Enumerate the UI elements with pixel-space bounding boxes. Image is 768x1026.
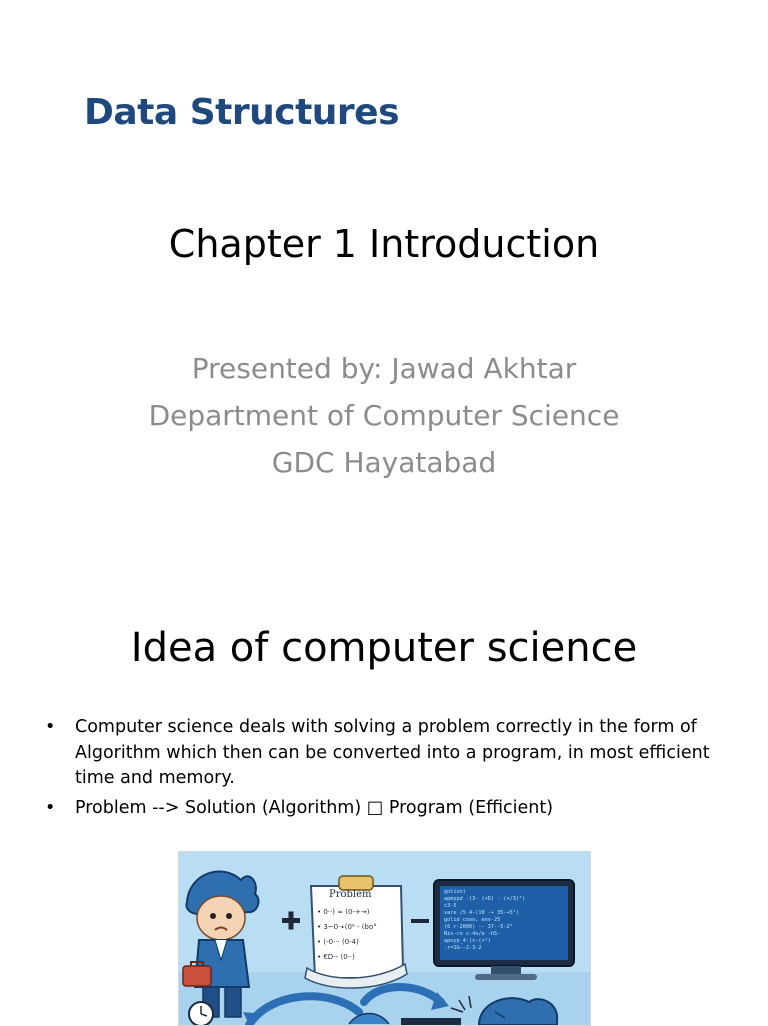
bullet-item xyxy=(40,796,730,822)
presenter-name: Presented by: Jawad Akhtar xyxy=(191,352,577,385)
bullet-line: Algorithm which then can be converted into a program, in most efficient xyxy=(75,742,710,763)
bullet-dot-icon: • xyxy=(45,717,56,737)
chapter-title: Chapter 1 Introduction xyxy=(168,222,600,266)
illustration xyxy=(178,851,591,1026)
bullet-item xyxy=(40,715,730,792)
screen-line: apmypd -(3- (+D) - (+/3)²) xyxy=(444,896,526,902)
slide-title: Idea of computer science xyxy=(130,625,638,671)
deck-title: Data Structures xyxy=(84,92,400,133)
clipboard-line: • (-0⋅⋅⋅ (0-4) xyxy=(317,938,359,946)
screen-line: golid coon, env-25 xyxy=(444,917,501,923)
clipboard-line: • €D-- (0⋅⋅) xyxy=(317,953,355,961)
bullet-line: time and memory. xyxy=(75,768,235,788)
bullet-dot-icon: • xyxy=(45,797,56,818)
screen-line: c3-5 xyxy=(444,903,457,909)
presenter-college: GDC Hayatabad xyxy=(271,446,497,479)
problem-clipboard xyxy=(305,876,407,988)
illustration-drawing xyxy=(179,852,590,1025)
screen-line: (6 r-2000) -- 37--5-2² xyxy=(444,924,513,930)
equals-icon xyxy=(411,919,429,923)
bullet-line: Problem --> Solution (Algorithm) □ Program (Efficient) xyxy=(75,797,554,818)
clock-icon xyxy=(189,1002,213,1025)
screen-line: -r=1&--2-3-2 xyxy=(444,945,482,951)
monitor-icon xyxy=(434,880,574,980)
screen-line: gotion) xyxy=(444,889,466,895)
screen-line: apoyp_4-(s-(+²) xyxy=(444,938,491,944)
presenter-department: Department of Computer Science xyxy=(148,399,620,432)
screen-line: Nin-ro s-4o/e -h5- xyxy=(444,931,501,937)
clipboard-line: • 3~0⋅∙(0⁹ - (bo° xyxy=(317,923,377,931)
clipboard-line: • 0⋅⋅) ≈ (0-+→) xyxy=(317,908,370,916)
bullet-list xyxy=(40,715,730,825)
screen-line: vare /5 4-(10 -+ 35-+5²) xyxy=(444,910,519,916)
clipboard-title: Problem xyxy=(329,889,372,900)
presenter-block xyxy=(0,345,768,486)
bullet-line: Computer science deals with solving a problem correctly in the form of xyxy=(75,717,697,737)
